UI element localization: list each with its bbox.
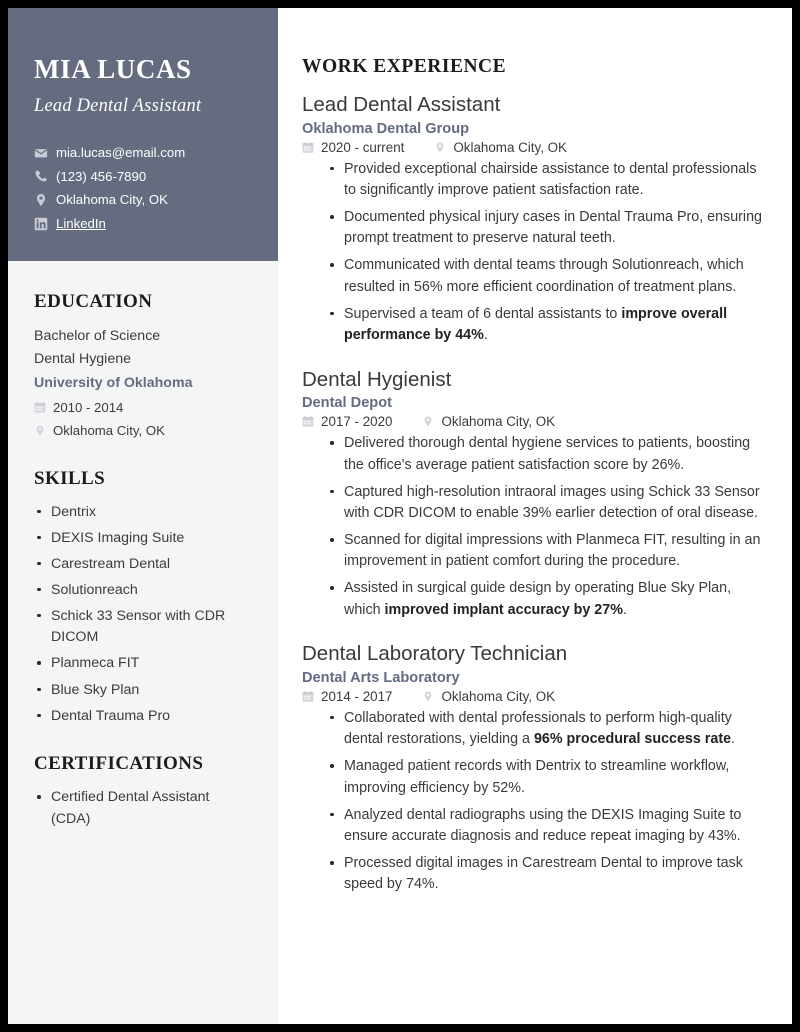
job-company: Dental Depot — [302, 395, 392, 412]
job-bullet: Scanned for digital impressions with Planmeca FIT, resulting in an improvement in patient comfort during the procedure. — [328, 530, 766, 573]
list-item: Dentrix — [34, 502, 252, 524]
education-location — [34, 420, 252, 441]
main-content — [278, 8, 792, 1024]
work-experience-heading: WORK EXPERIENCE — [302, 56, 507, 77]
job-location-text: Oklahoma City, OK — [441, 688, 556, 704]
job-bullet: Documented physical injury cases in Dental Trauma Pro, ensuring prompt treatment to preserve natural teeth. — [328, 207, 766, 250]
job-bullet-list — [302, 433, 766, 621]
certifications-section — [34, 753, 252, 830]
job-bullet: Provided exceptional chairside assistance to dental professionals to significantly improve patient satisfaction rate. — [328, 159, 766, 202]
candidate-name: MIA LUCAS — [34, 54, 192, 84]
skills-heading: SKILLS — [34, 467, 106, 489]
job-bullet-list — [302, 708, 766, 896]
job-role: Dental Hygienist — [302, 367, 452, 391]
job-bullet: Processed digital images in Carestream Dental to improve task speed by 74%. — [328, 853, 766, 896]
education-dates — [34, 397, 252, 418]
bullet-highlight: 96% procedural success rate — [533, 731, 732, 748]
list-item: Solutionreach — [34, 580, 252, 602]
job-location — [422, 689, 555, 704]
map-pin-icon — [422, 690, 434, 703]
contact-location — [34, 191, 252, 208]
education-school: University of Oklahoma — [34, 374, 193, 391]
job-entry — [302, 641, 766, 896]
map-pin-icon — [434, 141, 446, 154]
job-bullet: Collaborated with dental professionals to perform high-quality dental restorations, yielding a 96% procedural success rate. — [328, 708, 766, 751]
calendar-icon — [302, 690, 314, 703]
contact-phone-text: (123) 456-7890 — [56, 168, 147, 184]
job-dates-text: 2020 - current — [321, 139, 405, 155]
job-bullet: Assisted in surgical guide design by operating Blue Sky Plan, which improved implant accuracy by 27%. — [328, 578, 766, 621]
contact-linkedin-link[interactable]: LinkedIn — [56, 216, 106, 232]
resume-page — [8, 8, 792, 1024]
bullet-highlight: improve overall performance by 44% — [344, 305, 728, 344]
job-company: Oklahoma Dental Group — [302, 120, 470, 137]
phone-icon — [34, 169, 48, 183]
education-field: Dental Hygiene — [34, 351, 132, 368]
job-bullet-list — [302, 159, 766, 347]
map-pin-icon — [422, 415, 434, 428]
contact-phone[interactable] — [34, 168, 252, 185]
education-dates-text: 2010 - 2014 — [53, 400, 124, 416]
contact-email-text: mia.lucas@email.com — [56, 145, 186, 161]
list-item: Carestream Dental — [34, 554, 252, 576]
job-dates-text: 2017 - 2020 — [321, 414, 393, 430]
job-dates — [302, 414, 392, 429]
job-dates — [302, 689, 392, 704]
job-meta — [302, 140, 766, 155]
calendar-icon — [302, 141, 314, 154]
job-company: Dental Arts Laboratory — [302, 669, 460, 686]
job-dates-text: 2014 - 2017 — [321, 688, 393, 704]
skills-list — [34, 502, 252, 728]
job-bullet: Managed patient records with Dentrix to streamline workflow, improving efficiency by 52%. — [328, 756, 766, 799]
linkedin-icon — [34, 217, 48, 231]
education-heading: EDUCATION — [34, 291, 153, 312]
list-item: Schick 33 Sensor with CDR DICOM — [34, 606, 252, 649]
skills-section — [34, 468, 252, 728]
education-section — [34, 291, 252, 442]
sidebar — [8, 8, 278, 1024]
contact-linkedin[interactable] — [34, 215, 252, 232]
job-location-text: Oklahoma City, OK — [453, 139, 567, 155]
job-entry — [302, 92, 766, 347]
list-item: Planmeca FIT — [34, 653, 252, 675]
job-location — [434, 140, 567, 155]
job-bullet: Delivered thorough dental hygiene services to patients, boosting the office's average patient satisfaction score by 26%. — [328, 433, 766, 476]
calendar-icon — [302, 415, 314, 428]
job-dates — [302, 140, 404, 155]
job-meta — [302, 689, 766, 704]
list-item: Dental Trauma Pro — [34, 706, 252, 728]
list-item: DEXIS Imaging Suite — [34, 528, 252, 550]
job-location-text: Oklahoma City, OK — [441, 414, 556, 430]
job-role: Lead Dental Assistant — [302, 93, 501, 116]
contact-location-text: Oklahoma City, OK — [56, 192, 168, 208]
list-item: Blue Sky Plan — [34, 680, 252, 702]
bullet-highlight: improved implant accuracy by 27% — [384, 601, 623, 618]
job-entry — [302, 367, 766, 622]
map-pin-icon — [34, 424, 46, 437]
list-item: Certified Dental Assistant (CDA) — [34, 787, 252, 830]
sidebar-header — [8, 8, 278, 261]
sidebar-body — [8, 261, 278, 830]
job-bullet: Communicated with dental teams through Solutionreach, which resulted in 56% more efficient coordination of treatment plans. — [328, 255, 766, 298]
job-location — [422, 414, 555, 429]
envelope-icon — [34, 146, 48, 160]
contact-email[interactable] — [34, 144, 252, 161]
education-location-text: Oklahoma City, OK — [53, 423, 165, 439]
certifications-heading: CERTIFICATIONS — [34, 753, 204, 775]
calendar-icon — [34, 401, 46, 414]
job-bullet: Captured high-resolution intraoral images using Schick 33 Sensor with CDR DICOM to enable 39% earlier detection of oral disease. — [328, 482, 766, 525]
job-bullet: Supervised a team of 6 dental assistants to improve overall performance by 44%. — [328, 304, 766, 347]
job-role: Dental Laboratory Technician — [302, 642, 568, 666]
job-bullet: Analyzed dental radiographs using the DEXIS Imaging Suite to ensure accurate diagnosis and reduce repeat imaging by 43%. — [328, 805, 766, 848]
map-pin-icon — [34, 193, 48, 207]
certifications-list — [34, 787, 252, 830]
education-degree: Bachelor of Science — [34, 328, 161, 344]
work-experience-list — [302, 92, 766, 896]
candidate-title: Lead Dental Assistant — [34, 96, 202, 117]
job-meta — [302, 414, 766, 429]
contact-list — [34, 144, 252, 232]
